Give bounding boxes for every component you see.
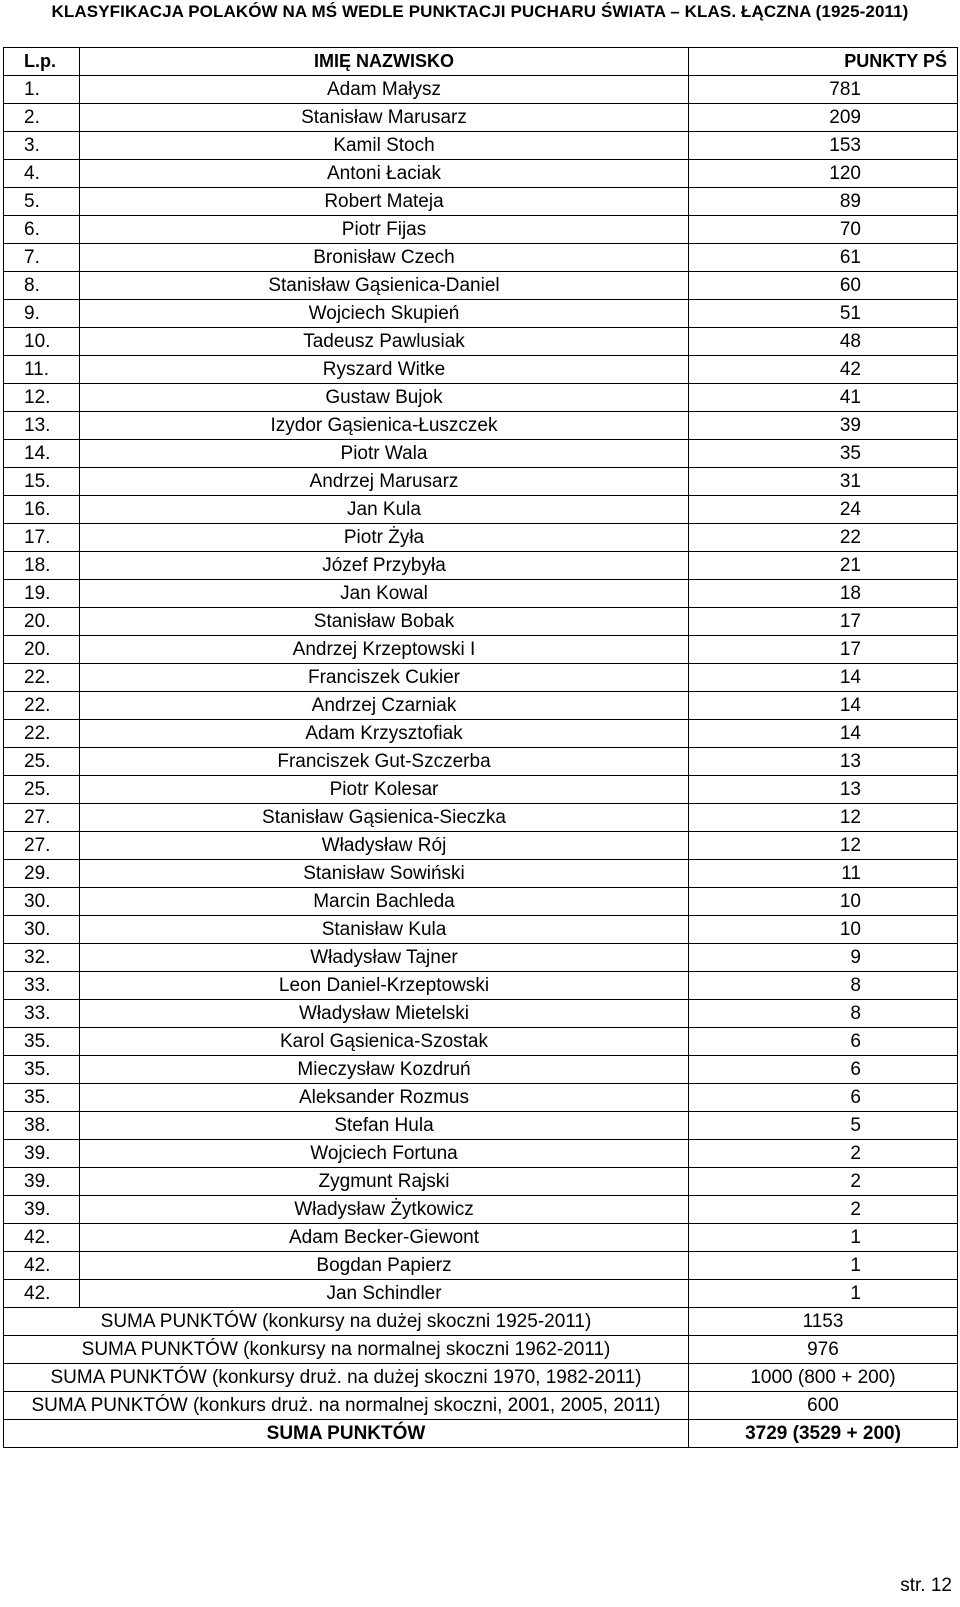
row-rank: 16.: [4, 496, 80, 524]
sum-label: SUMA PUNKTÓW (konkursy druż. na dużej skoczni 1970, 1982-2011): [4, 1364, 689, 1392]
row-points: 70: [689, 216, 958, 244]
row-rank: 38.: [4, 1112, 80, 1140]
row-rank: 22.: [4, 664, 80, 692]
sum-row: [4, 1336, 958, 1364]
row-points: 2: [689, 1168, 958, 1196]
row-name: Bogdan Papierz: [80, 1252, 689, 1280]
row-rank: 39.: [4, 1196, 80, 1224]
row-name: Aleksander Rozmus: [80, 1084, 689, 1112]
row-name: Stanisław Marusarz: [80, 104, 689, 132]
row-points: 8: [689, 972, 958, 1000]
table-row: [4, 104, 958, 132]
table-row: [4, 776, 958, 804]
table-row: [4, 804, 958, 832]
row-name: Adam Małysz: [80, 76, 689, 104]
header-lp: L.p.: [4, 48, 80, 76]
table-row: [4, 412, 958, 440]
row-points: 31: [689, 468, 958, 496]
row-rank: 20.: [4, 608, 80, 636]
row-rank: 19.: [4, 580, 80, 608]
row-rank: 2.: [4, 104, 80, 132]
table-row: [4, 636, 958, 664]
row-points: 120: [689, 160, 958, 188]
sum-value: 1000 (800 + 200): [689, 1364, 958, 1392]
row-points: 781: [689, 76, 958, 104]
sum-label: SUMA PUNKTÓW (konkursy na normalnej skoczni 1962-2011): [4, 1336, 689, 1364]
row-rank: 10.: [4, 328, 80, 356]
row-name: Jan Kowal: [80, 580, 689, 608]
row-points: 89: [689, 188, 958, 216]
table-row: [4, 1140, 958, 1168]
row-points: 1: [689, 1252, 958, 1280]
table-row: [4, 1168, 958, 1196]
row-points: 51: [689, 300, 958, 328]
table-row: [4, 356, 958, 384]
table-row: [4, 972, 958, 1000]
row-name: Stefan Hula: [80, 1112, 689, 1140]
row-name: Wojciech Fortuna: [80, 1140, 689, 1168]
row-name: Andrzej Czarniak: [80, 692, 689, 720]
row-points: 10: [689, 888, 958, 916]
row-points: 21: [689, 552, 958, 580]
row-name: Bronisław Czech: [80, 244, 689, 272]
table-header-row: [4, 48, 958, 76]
table-row: [4, 1196, 958, 1224]
total-row: [4, 1420, 958, 1448]
row-points: 41: [689, 384, 958, 412]
row-name: Władysław Rój: [80, 832, 689, 860]
row-rank: 11.: [4, 356, 80, 384]
row-points: 17: [689, 636, 958, 664]
row-name: Gustaw Bujok: [80, 384, 689, 412]
row-name: Władysław Mietelski: [80, 1000, 689, 1028]
row-points: 14: [689, 720, 958, 748]
row-points: 14: [689, 664, 958, 692]
table-row: [4, 664, 958, 692]
ranking-table-body: [4, 48, 958, 1448]
table-row: [4, 468, 958, 496]
row-points: 14: [689, 692, 958, 720]
row-name: Adam Becker-Giewont: [80, 1224, 689, 1252]
row-rank: 9.: [4, 300, 80, 328]
row-rank: 39.: [4, 1168, 80, 1196]
table-row: [4, 496, 958, 524]
table-row: [4, 1224, 958, 1252]
table-row: [4, 188, 958, 216]
row-points: 6: [689, 1028, 958, 1056]
row-name: Piotr Kolesar: [80, 776, 689, 804]
row-points: 60: [689, 272, 958, 300]
header-points: PUNKTY PŚ: [689, 48, 958, 76]
row-name: Tadeusz Pawlusiak: [80, 328, 689, 356]
row-points: 22: [689, 524, 958, 552]
row-name: Wojciech Skupień: [80, 300, 689, 328]
row-name: Władysław Tajner: [80, 944, 689, 972]
row-points: 2: [689, 1140, 958, 1168]
row-points: 24: [689, 496, 958, 524]
table-row: [4, 1056, 958, 1084]
row-points: 35: [689, 440, 958, 468]
table-row: [4, 244, 958, 272]
row-rank: 1.: [4, 76, 80, 104]
row-rank: 33.: [4, 1000, 80, 1028]
row-rank: 25.: [4, 748, 80, 776]
row-rank: 6.: [4, 216, 80, 244]
row-points: 209: [689, 104, 958, 132]
row-points: 42: [689, 356, 958, 384]
row-name: Stanisław Bobak: [80, 608, 689, 636]
table-row: [4, 524, 958, 552]
total-value: 3729 (3529 + 200): [689, 1420, 958, 1448]
row-rank: 13.: [4, 412, 80, 440]
row-points: 153: [689, 132, 958, 160]
row-name: Stanisław Sowiński: [80, 860, 689, 888]
row-name: Stanisław Kula: [80, 916, 689, 944]
row-rank: 29.: [4, 860, 80, 888]
row-rank: 14.: [4, 440, 80, 468]
row-rank: 5.: [4, 188, 80, 216]
row-name: Mieczysław Kozdruń: [80, 1056, 689, 1084]
row-name: Leon Daniel-Krzeptowski: [80, 972, 689, 1000]
row-rank: 42.: [4, 1224, 80, 1252]
table-row: [4, 916, 958, 944]
table-row: [4, 328, 958, 356]
table-row: [4, 608, 958, 636]
row-points: 1: [689, 1224, 958, 1252]
row-points: 1: [689, 1280, 958, 1308]
table-row: [4, 1028, 958, 1056]
row-name: Władysław Żytkowicz: [80, 1196, 689, 1224]
row-name: Marcin Bachleda: [80, 888, 689, 916]
table-row: [4, 1252, 958, 1280]
row-name: Robert Mateja: [80, 188, 689, 216]
row-rank: 8.: [4, 272, 80, 300]
table-row: [4, 384, 958, 412]
row-name: Stanisław Gąsienica-Sieczka: [80, 804, 689, 832]
row-rank: 4.: [4, 160, 80, 188]
row-name: Andrzej Krzeptowski I: [80, 636, 689, 664]
row-rank: 35.: [4, 1056, 80, 1084]
row-points: 12: [689, 804, 958, 832]
table-row: [4, 888, 958, 916]
sum-value: 1153: [689, 1308, 958, 1336]
row-name: Izydor Gąsienica-Łuszczek: [80, 412, 689, 440]
row-name: Antoni Łaciak: [80, 160, 689, 188]
row-points: 9: [689, 944, 958, 972]
table-row: [4, 440, 958, 468]
table-row: [4, 552, 958, 580]
table-row: [4, 748, 958, 776]
table-row: [4, 720, 958, 748]
row-rank: 15.: [4, 468, 80, 496]
row-rank: 32.: [4, 944, 80, 972]
sum-row: [4, 1308, 958, 1336]
row-rank: 3.: [4, 132, 80, 160]
row-points: 2: [689, 1196, 958, 1224]
header-name: IMIĘ NAZWISKO: [80, 48, 689, 76]
document-title: KLASYFIKACJA POLAKÓW NA MŚ WEDLE PUNKTACJI PUCHARU ŚWIATA – KLAS. ŁĄCZNA (1925-2011): [51, 2, 909, 21]
row-name: Piotr Fijas: [80, 216, 689, 244]
row-rank: 39.: [4, 1140, 80, 1168]
row-points: 8: [689, 1000, 958, 1028]
row-points: 13: [689, 748, 958, 776]
row-name: Piotr Żyła: [80, 524, 689, 552]
table-row: [4, 1112, 958, 1140]
row-points: 13: [689, 776, 958, 804]
row-rank: 7.: [4, 244, 80, 272]
ranking-table: [3, 47, 958, 1448]
row-points: 11: [689, 860, 958, 888]
row-name: Franciszek Cukier: [80, 664, 689, 692]
table-row: [4, 1000, 958, 1028]
sum-row: [4, 1392, 958, 1420]
table-row: [4, 300, 958, 328]
row-rank: 30.: [4, 888, 80, 916]
row-rank: 35.: [4, 1028, 80, 1056]
table-row: [4, 160, 958, 188]
row-rank: 22.: [4, 720, 80, 748]
table-row: [4, 272, 958, 300]
table-row: [4, 580, 958, 608]
row-points: 10: [689, 916, 958, 944]
table-row: [4, 692, 958, 720]
sum-row: [4, 1364, 958, 1392]
sum-value: 600: [689, 1392, 958, 1420]
table-row: [4, 216, 958, 244]
row-name: Piotr Wala: [80, 440, 689, 468]
row-name: Karol Gąsienica-Szostak: [80, 1028, 689, 1056]
table-row: [4, 1280, 958, 1308]
table-row: [4, 860, 958, 888]
row-rank: 20.: [4, 636, 80, 664]
total-label: SUMA PUNKTÓW: [4, 1420, 689, 1448]
row-rank: 35.: [4, 1084, 80, 1112]
row-name: Franciszek Gut-Szczerba: [80, 748, 689, 776]
row-rank: 25.: [4, 776, 80, 804]
table-row: [4, 1084, 958, 1112]
row-name: Adam Krzysztofiak: [80, 720, 689, 748]
row-rank: 27.: [4, 804, 80, 832]
row-points: 6: [689, 1056, 958, 1084]
row-name: Jan Kula: [80, 496, 689, 524]
row-rank: 33.: [4, 972, 80, 1000]
row-name: Andrzej Marusarz: [80, 468, 689, 496]
row-points: 18: [689, 580, 958, 608]
sum-value: 976: [689, 1336, 958, 1364]
row-name: Jan Schindler: [80, 1280, 689, 1308]
row-points: 12: [689, 832, 958, 860]
row-name: Józef Przybyła: [80, 552, 689, 580]
table-row: [4, 944, 958, 972]
sum-label: SUMA PUNKTÓW (konkursy na dużej skoczni 1925-2011): [4, 1308, 689, 1336]
row-name: Ryszard Witke: [80, 356, 689, 384]
row-points: 6: [689, 1084, 958, 1112]
row-points: 17: [689, 608, 958, 636]
row-rank: 12.: [4, 384, 80, 412]
row-rank: 27.: [4, 832, 80, 860]
page-number: str. 12: [900, 1575, 952, 1596]
row-rank: 42.: [4, 1252, 80, 1280]
sum-label: SUMA PUNKTÓW (konkurs druż. na normalnej skoczni, 2001, 2005, 2011): [4, 1392, 689, 1420]
row-points: 39: [689, 412, 958, 440]
row-rank: 42.: [4, 1280, 80, 1308]
table-row: [4, 132, 958, 160]
row-rank: 18.: [4, 552, 80, 580]
row-name: Stanisław Gąsienica-Daniel: [80, 272, 689, 300]
row-points: 61: [689, 244, 958, 272]
row-rank: 22.: [4, 692, 80, 720]
row-rank: 30.: [4, 916, 80, 944]
row-name: Zygmunt Rajski: [80, 1168, 689, 1196]
row-rank: 17.: [4, 524, 80, 552]
row-points: 48: [689, 328, 958, 356]
table-row: [4, 76, 958, 104]
row-points: 5: [689, 1112, 958, 1140]
row-name: Kamil Stoch: [80, 132, 689, 160]
table-row: [4, 832, 958, 860]
